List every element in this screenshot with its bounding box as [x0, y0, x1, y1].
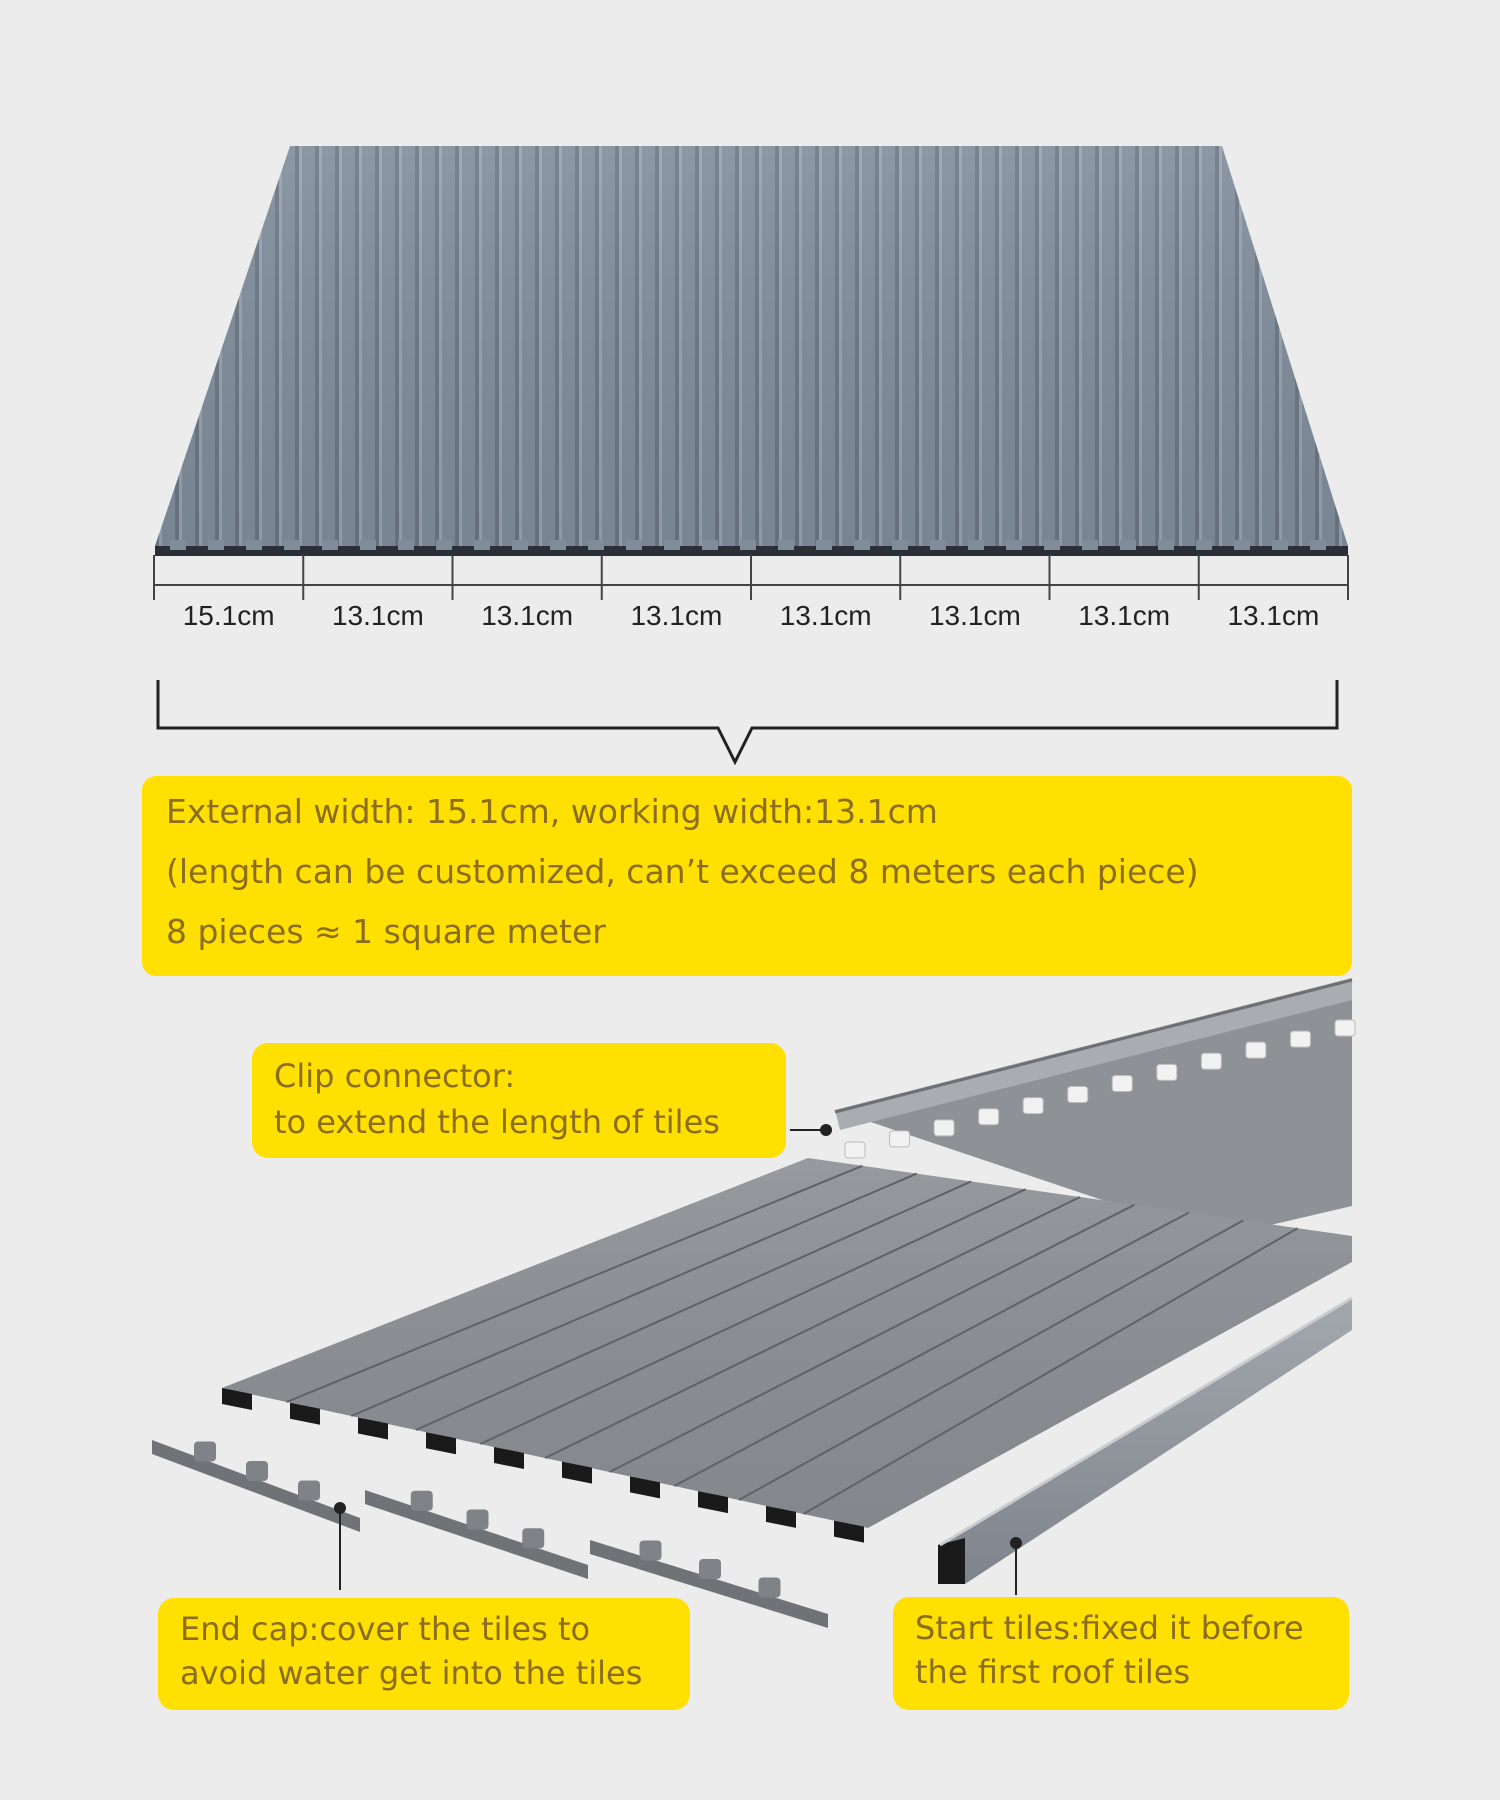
spec-length-line: (length can be customized, can’t exceed 8 meters each piece) [166, 852, 1199, 891]
dimension-ticks [154, 555, 1348, 600]
start-tiles-callout [893, 1597, 1349, 1710]
clip-connector-desc: to extend the length of tiles [274, 1103, 720, 1141]
end-cap-callout [158, 1598, 690, 1710]
dimension-label-6: 13.1cm [928, 600, 1021, 631]
lower-tile-panel [222, 1158, 1352, 1543]
dimension-label-8: 13.1cm [1227, 600, 1320, 631]
clip-connector-title: Clip connector: [274, 1057, 516, 1095]
dimension-label-5: 13.1cm [779, 600, 872, 631]
spec-coverage-line: 8 pieces ≈ 1 square meter [166, 912, 606, 951]
spec-width-line: External width: 15.1cm, working width:13.1cm [166, 792, 938, 831]
spec-callout [142, 776, 1352, 976]
dimension-label-4: 13.1cm [630, 600, 723, 631]
clip-connector-callout [252, 1043, 786, 1158]
dimension-label-2: 13.1cm [331, 600, 424, 631]
end-cap-desc: avoid water get into the tiles [180, 1654, 643, 1692]
start-tiles-desc: the first roof tiles [915, 1653, 1191, 1691]
dimension-label-7: 13.1cm [1078, 600, 1171, 631]
dimension-label-3: 13.1cm [481, 600, 574, 631]
corrugated-roof-panel [155, 146, 1348, 556]
dimension-label-1: 15.1cm [182, 600, 275, 631]
start-tiles-title: Start tiles:fixed it before [915, 1609, 1304, 1647]
end-cap-title: End cap:cover the tiles to [180, 1610, 591, 1648]
width-bracket [158, 680, 1337, 762]
